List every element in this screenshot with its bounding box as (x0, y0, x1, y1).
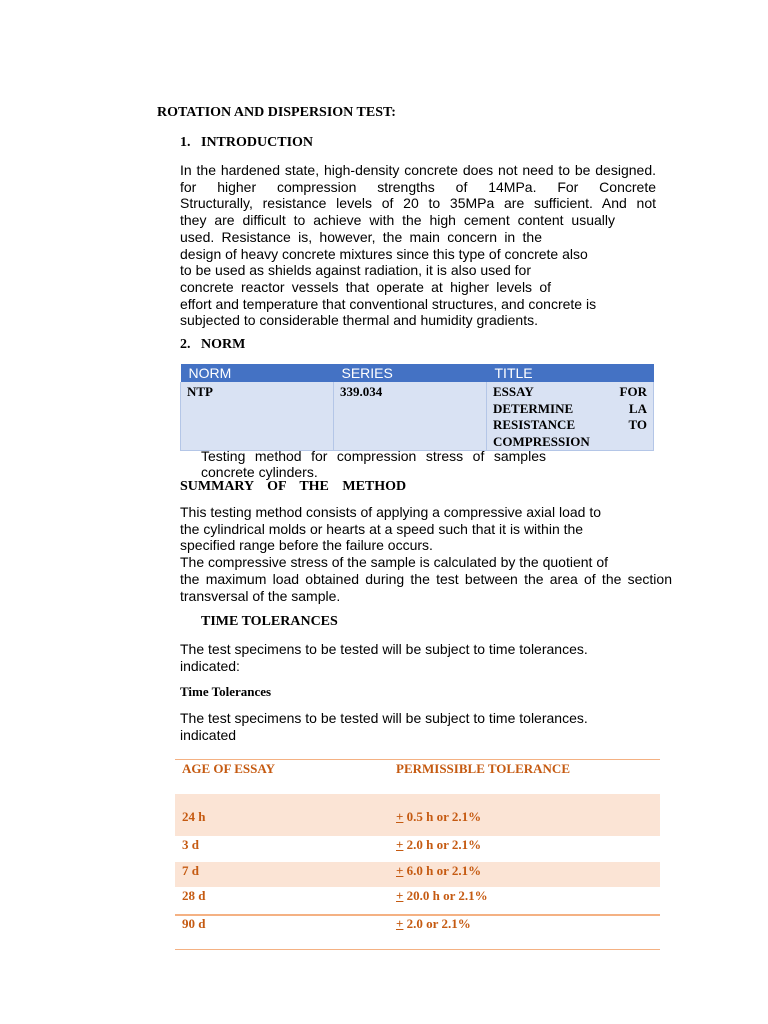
document-title: ROTATION AND DISPERSION TEST: (157, 105, 396, 120)
section-number: 2. (180, 337, 191, 352)
section-heading-time-tolerances: TIME TOLERANCES (201, 614, 338, 629)
tolerance-cell (396, 863, 481, 879)
age-cell: 28 d (182, 888, 206, 903)
column-header-tolerance: PERMISSIBLE TOLERANCE (396, 761, 570, 776)
section-number: 1. (180, 135, 191, 150)
column-header-age: AGE OF ESSAY (182, 761, 275, 776)
title-cell (487, 382, 654, 451)
subheading-time-tolerances: Time Tolerances (180, 684, 272, 699)
norm-cell: NTP (181, 382, 334, 451)
title-line: COMPRESSION (493, 433, 590, 449)
table-row (175, 836, 660, 862)
summary-paragraph (180, 504, 672, 604)
norm-note (201, 448, 546, 480)
title-line: DETERMINE LA (493, 400, 647, 416)
norm-table (180, 364, 654, 451)
table-row (175, 794, 660, 836)
age-cell: 7 d (182, 863, 199, 878)
table-row (181, 382, 654, 451)
paragraph-line: The test specimens to be tested will be subject to time tolerances. (180, 641, 588, 657)
plus-minus-sign: + (396, 837, 404, 852)
column-header: NORM (181, 364, 334, 382)
table-row (175, 887, 660, 913)
tolerance-value: 20.0 h or 2.1% (403, 888, 488, 903)
table-row (175, 916, 660, 949)
paragraph-line: used. Resistance is, however, the main concern in the (180, 228, 542, 245)
section-heading-summary: SUMMARY OF THE METHOD (180, 479, 407, 494)
paragraph-line: transversal of the sample. (180, 587, 341, 604)
section-heading-norm (180, 337, 245, 353)
age-cell: 24 h (182, 809, 206, 824)
table-header-row (181, 364, 654, 382)
tolerance-value: 2.0 h or 2.1% (403, 837, 482, 852)
note-line: Testing method for compression stress of samples (201, 448, 546, 464)
paragraph-line: The compressive stress of the sample is calculated by the quotient of (180, 554, 608, 571)
paragraph-line: indicated: (180, 657, 240, 674)
paragraph-line: subjected to considerable thermal and humidity gradients. (180, 312, 538, 329)
paragraph-line: to be used as shields against radiation, it is also used for (180, 262, 531, 279)
paragraph-line: The test specimens to be tested will be subject to time tolerances. (180, 710, 588, 726)
plus-minus-sign: + (396, 888, 404, 903)
tolerance-value: 2.0 or 2.1% (403, 916, 471, 931)
paragraph-line: the cylindrical molds or hearts at a speed such that it is within the (180, 520, 584, 537)
tolerance-value: 6.0 h or 2.1% (403, 863, 482, 878)
paragraph-line: design of heavy concrete mixtures since this type of concrete also (180, 245, 588, 262)
time-tolerances-paragraph (180, 641, 656, 674)
paragraph-line: for higher compression strengths of 14MPa. For Concrete (180, 178, 656, 195)
paragraph-line: concrete reactor vessels that operate at higher levels of (180, 278, 551, 295)
paragraph-line: This testing method consists of applying a compressive axial load to (180, 504, 601, 520)
tolerance-cell (396, 809, 481, 825)
table-row (175, 862, 660, 887)
column-header: TITLE (487, 364, 654, 382)
time-tolerances-paragraph-2 (180, 710, 656, 743)
introduction-paragraph (180, 162, 656, 329)
title-line: ESSAY FOR (493, 384, 647, 399)
title-line: RESISTANCE TO (493, 417, 647, 432)
paragraph-line: In the hardened state, high-density concrete does not need to be designed. (180, 162, 656, 178)
paragraph-line: specified range before the failure occurs. (180, 537, 433, 554)
plus-minus-sign: + (396, 809, 404, 824)
table-rule (175, 949, 660, 950)
age-cell: 90 d (182, 916, 206, 931)
note-line: concrete cylinders. (201, 464, 318, 480)
paragraph-line: Structurally, resistance levels of 20 to 35MPa are sufficient. And not (180, 195, 656, 212)
paragraph-line: effort and temperature that conventional structures, and concrete is (180, 295, 597, 312)
column-header: SERIES (334, 364, 487, 382)
tolerance-cell (396, 888, 488, 904)
paragraph-line: indicated (180, 726, 237, 743)
series-cell: 339.034 (334, 382, 487, 451)
section-title: INTRODUCTION (201, 135, 314, 150)
section-heading-introduction (180, 135, 313, 151)
section-title: NORM (201, 337, 246, 352)
table-header-row (175, 759, 660, 793)
tolerance-cell (396, 837, 481, 853)
plus-minus-sign: + (396, 863, 404, 878)
paragraph-line: they are difficult to achieve with the high cement content usually (180, 212, 615, 229)
tolerance-value: 0.5 h or 2.1% (403, 809, 482, 824)
tolerance-cell (396, 916, 471, 932)
plus-minus-sign: + (396, 916, 404, 931)
paragraph-line: the maximum load obtained during the test between the area of the section (180, 570, 672, 587)
age-cell: 3 d (182, 837, 199, 852)
